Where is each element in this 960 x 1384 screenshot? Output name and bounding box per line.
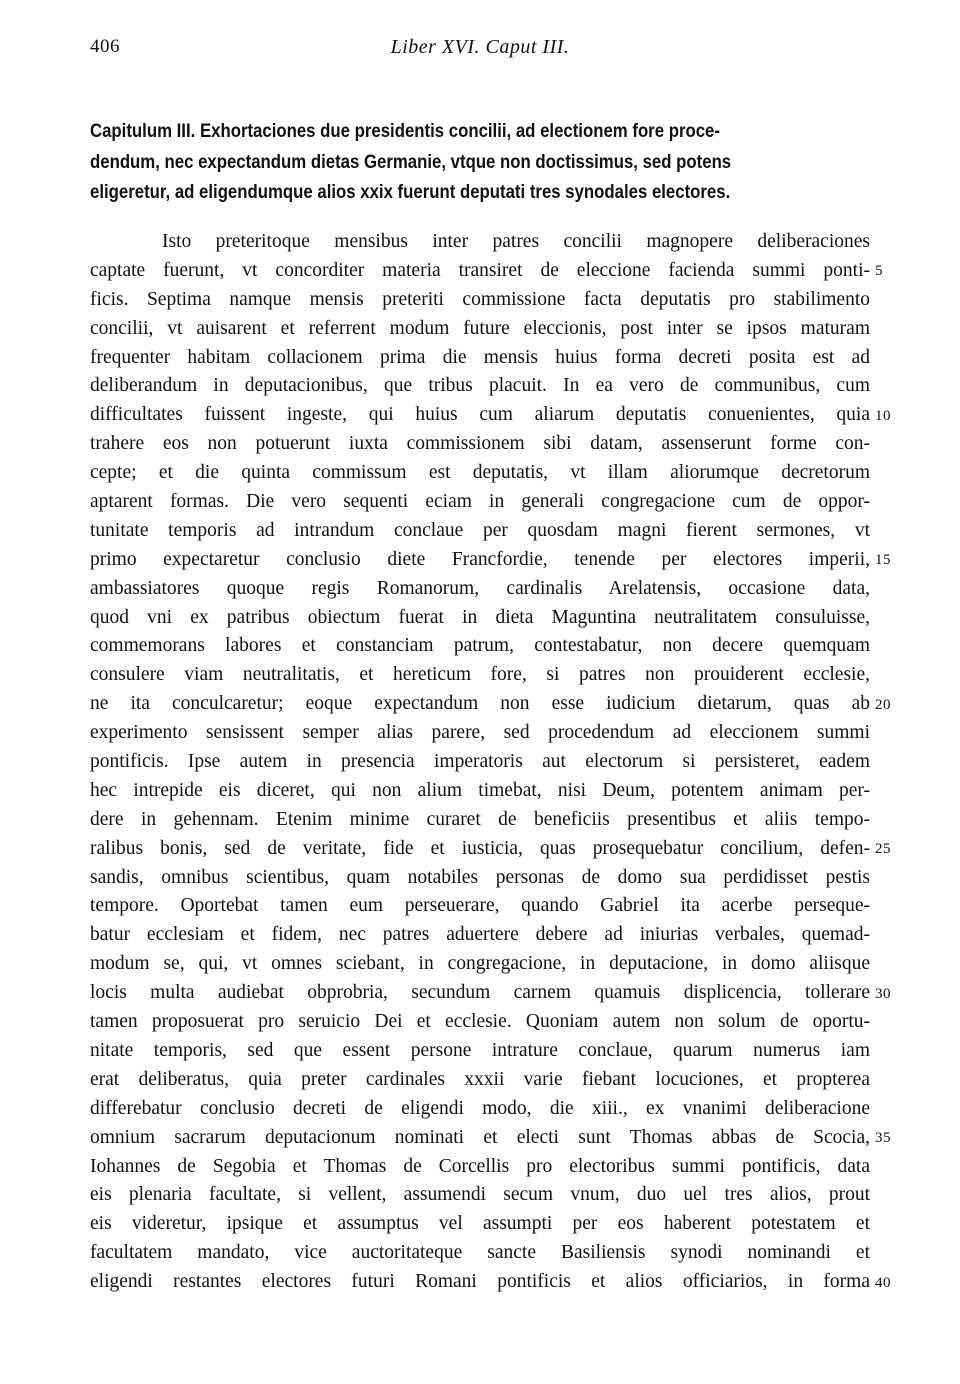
text-line: ficis. Septima namque mensis preteriti commissione facta deputatis pro stabilimento bbox=[90, 288, 870, 310]
text-line: aptarent formas. Die vero sequenti eciam in generali congregacione cum de oppor- bbox=[90, 491, 870, 513]
text-line: hec intrepide eis diceret, qui non alium timebat, nisi Deum, potentem animam per- bbox=[90, 779, 870, 801]
line-number: 35 bbox=[875, 1130, 891, 1146]
text-line: Iohannes de Segobia et Thomas de Corcellis pro electoribus summi pontificis, data bbox=[90, 1155, 870, 1177]
text-line: commemorans labores et constanciam patrum, contestabatur, non decere quemquam bbox=[90, 635, 870, 657]
text-line: eis videretur, ipsique et assumptus vel assumpti per eos haberent potestatem et bbox=[90, 1213, 870, 1235]
text-line: tamen proposuerat pro seruicio Dei et ecclesie. Quoniam autem non solum de oportu- bbox=[90, 1011, 870, 1033]
text-line: tunitate temporis ad intrandum conclaue per quosdam magni fierent sermones, vt bbox=[90, 519, 870, 541]
text-line: sandis, omnibus scientibus, quam notabiles personas de domo sua perdidisset pestis bbox=[90, 866, 870, 888]
body-text bbox=[90, 228, 870, 1297]
text-line: nitate temporis, sed que essent persone intrature conclaue, quarum numerus iam bbox=[90, 1039, 870, 1061]
text-line: experimento sensissent semper alias parere, sed procedendum ad eleccionem summi bbox=[90, 722, 870, 744]
text-line: modum se, qui, vt omnes sciebant, in congregacione, in deputacione, in domo aliisque bbox=[90, 953, 870, 975]
text-line: pontificis. Ipse autem in presencia imperatoris aut electorum si persisteret, eadem bbox=[90, 751, 870, 773]
text-line: consulere viam neutralitatis, et hereticum fore, si patres non prouiderent ecclesie, bbox=[90, 664, 870, 686]
chapter-summary-line: eligeretur, ad eligendumque alios xxix fuerunt deputati tres synodales electores. bbox=[90, 181, 731, 203]
chapter-summary bbox=[90, 116, 870, 208]
line-number: 15 bbox=[875, 552, 891, 568]
text-line: eis plenaria facultate, si vellent, assumendi secum vnum, duo uel tres alios, prout bbox=[90, 1184, 870, 1206]
line-number: 30 bbox=[875, 986, 891, 1002]
text-line: batur ecclesiam et fidem, nec patres aduertere debere ad iniurias verbales, quemad- bbox=[90, 924, 870, 946]
text-line: ambassiatores quoque regis Romanorum, cardinalis Arelatensis, occasione data, bbox=[90, 577, 870, 599]
text-line: dere in gehennam. Etenim minime curaret de beneficiis presentibus et aliis tempo- bbox=[90, 808, 870, 830]
text-line: trahere eos non potuerunt iuxta commissionem sibi datam, assenserunt forme con- bbox=[90, 433, 870, 455]
text-line: primo expectaretur conclusio diete Francfordie, tenende per electores imperii, bbox=[90, 548, 870, 570]
text-line: deliberandum in deputacionibus, que tribus placuit. In ea vero de communibus, cum bbox=[90, 375, 870, 397]
text-line: Isto preteritoque mensibus inter patres concilii magnopere deliberaciones bbox=[162, 231, 870, 252]
text-line: cepte; et die quinta commissum est deputatis, vt illam aliorumque decretorum bbox=[90, 462, 870, 484]
text-line: eligendi restantes electores futuri Romani pontificis et alios officiarios, in forma bbox=[90, 1271, 870, 1293]
text-line: frequenter habitam collacionem prima die mensis huius forma decreti posita est ad bbox=[90, 346, 870, 368]
chapter-summary-line: dendum, nec expectandum dietas Germanie, vtque non doctissimus, sed potens bbox=[90, 150, 732, 173]
text-line: differebatur conclusio decreti de eligendi modo, die xiii., ex vnanimi deliberacione bbox=[90, 1097, 870, 1119]
text-line: facultatem mandato, vice auctoritateque sancte Basiliensis synodi nominandi et bbox=[90, 1242, 870, 1264]
text-line: difficultates fuissent ingeste, qui huius cum aliarum deputatis conuenientes, quia bbox=[90, 404, 870, 426]
text-line: concilii, vt auisarent et referrent modum future eleccionis, post inter se ipsos maturam bbox=[90, 317, 870, 339]
running-head: Liber XVI. Caput III. bbox=[390, 36, 570, 58]
line-number: 10 bbox=[875, 408, 891, 424]
line-number: 40 bbox=[875, 1275, 891, 1291]
text-line: locis multa audiebat obprobria, secundum carnem quamuis displicencia, tollerare bbox=[90, 982, 870, 1004]
text-line: ralibus bonis, sed de veritate, fide et iusticia, quas prosequebatur concilium, defen- bbox=[90, 837, 870, 859]
text-line: tempore. Oportebat tamen eum perseuerare, quando Gabriel ita acerbe perseque- bbox=[90, 895, 870, 917]
text-line: quod vni ex patribus obiectum fuerat in dieta Maguntina neutralitatem consuluisse, bbox=[90, 606, 870, 628]
text-line: captate fuerunt, vt concorditer materia transiret de eleccione facienda summi ponti- bbox=[90, 259, 870, 281]
line-number: 20 bbox=[875, 697, 891, 713]
line-number: 5 bbox=[875, 263, 883, 279]
page-number: 406 bbox=[90, 36, 120, 57]
text-line: erat deliberatus, quia preter cardinales xxxii varie fiebant locuciones, et propterea bbox=[90, 1068, 870, 1090]
chapter-summary-line: Capitulum III. Exhortaciones due presidentis concilii, ad electionem fore proce- bbox=[90, 120, 720, 142]
text-line: omnium sacrarum deputacionum nominati et electi sunt Thomas abbas de Scocia, bbox=[90, 1126, 870, 1148]
text-line: ne ita conculcaretur; eoque expectandum non esse iudicium dietarum, quas ab bbox=[90, 693, 870, 715]
line-number: 25 bbox=[875, 841, 891, 857]
